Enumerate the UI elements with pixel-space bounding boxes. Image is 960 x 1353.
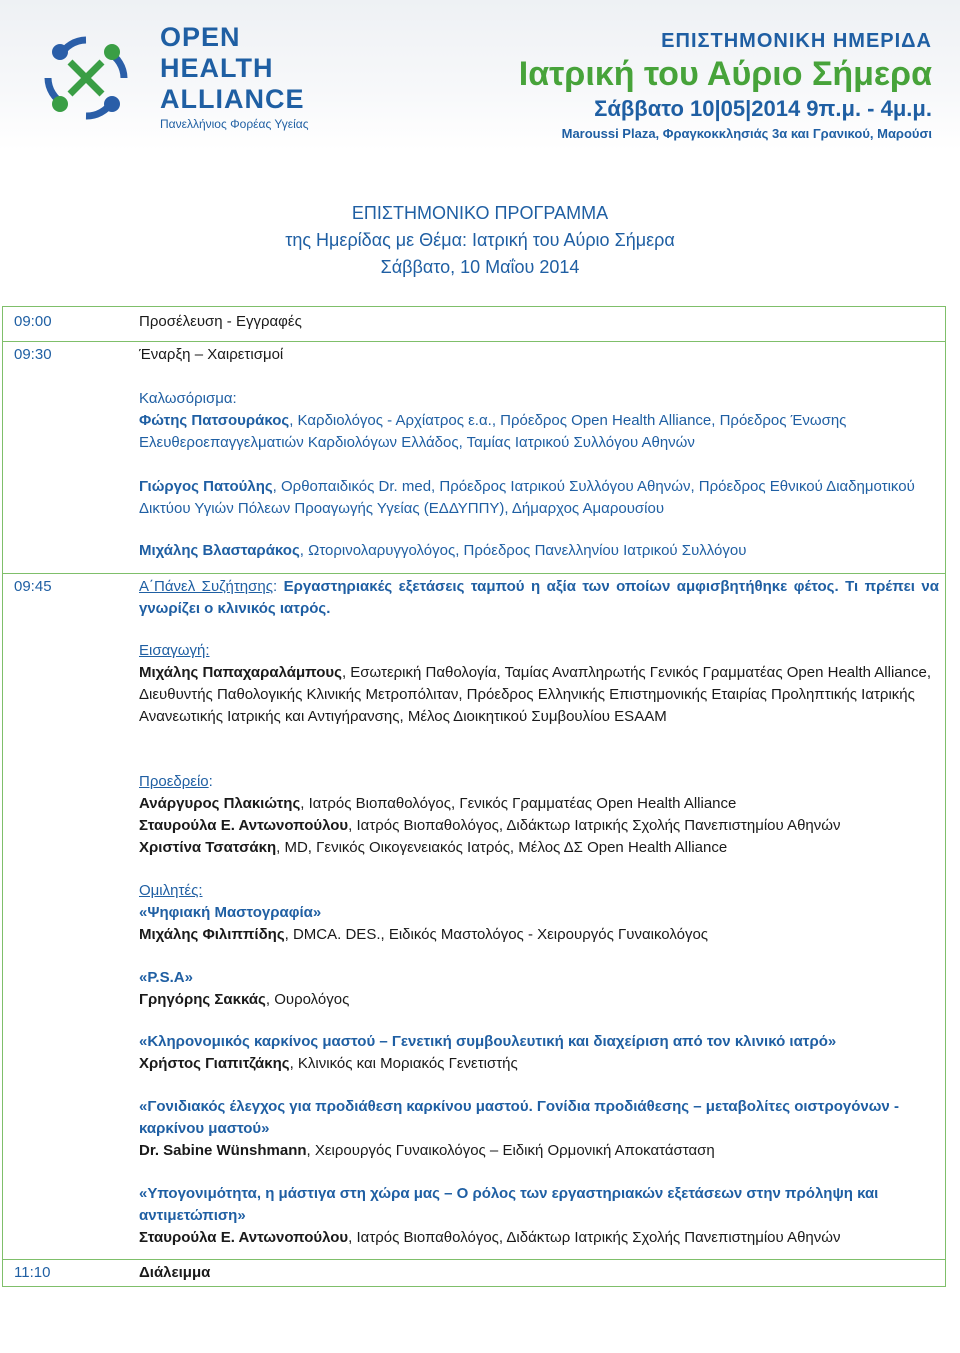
speaker-role: , Ιατρός Βιοπαθολόγος, Διδάκτωρ Ιατρικής Σχολής Πανεπιστημίου Αθηνών (348, 1229, 841, 1246)
row-divider (2, 573, 946, 574)
welcome-speaker-3 (139, 540, 939, 562)
title-line-1: ΕΠΙΣΤΗΜΟΝΙΚΟ ΠΡΟΓΡΑΜΜΑ (351, 203, 609, 223)
speaker-name: Μιχάλης Βλασταράκος (139, 542, 300, 559)
schedule-item-opening: Έναρξη – Χαιρετισμοί (139, 346, 284, 363)
chair-member-1 (139, 793, 939, 815)
intro-label: Εισαγωγή: (139, 642, 210, 659)
speaker-name: Γρηγόρης Σακκάς (139, 991, 266, 1008)
talk-speaker-5 (139, 1227, 939, 1249)
speaker-role: , Ιατρός Βιοπαθολόγος, Γενικός Γραμματέας Open Health Alliance (300, 795, 737, 812)
time-0945: 09:45 (14, 578, 52, 595)
panel-colon: : (272, 578, 284, 595)
schedule-item-break: Διάλειμμα (139, 1264, 211, 1281)
program-title (0, 200, 960, 281)
chair-heading (139, 771, 939, 793)
event-venue: Maroussi Plaza, Φραγκοκκλησιάς 3α και Γρανικού, Μαρούσι (561, 126, 932, 141)
time-0900: 09:00 (14, 313, 52, 330)
time-1110: 11:10 (14, 1264, 51, 1281)
speaker-role: , Εσωτερική Παθολογία, Ταμίας Αναπληρωτής Γενικός Γραμματέας Open Health Alliance, Διευθυντής Παθολογικής Κλινικής Μετροπόλιταν, Πρόεδρος Ελληνικής Επιστημονικής Εταιρίας Προληπτικής Ιατρικής Ανανεωτικής Ιατρικής και Αντιγήρανσης, Μέλος Διοικητικού Συμβουλίου ESAAM (139, 664, 932, 725)
talk-speaker-2 (139, 989, 939, 1011)
speaker-role: , Ουρολόγος (265, 991, 350, 1008)
chair-member-2 (139, 815, 939, 837)
talk-title-2: «P.S.A» (139, 969, 193, 986)
talk-speaker-3 (139, 1053, 939, 1075)
speaker-name: Μιχάλης Παπαχαραλάμπους (139, 664, 342, 681)
welcome-speaker-2 (139, 476, 939, 520)
time-0930: 09:30 (14, 346, 52, 363)
org-line-3: ALLIANCE (160, 84, 305, 114)
panel-title: Εργαστηριακές εξετάσεις ταμπού η αξία των οποίων αμφισβητήθηκε φέτος. Τι πρέπει να γνωρίζει ο κλινικός ιατρός. (139, 578, 940, 617)
event-title: Ιατρική του Αύριο Σήμερα (518, 55, 932, 93)
open-health-alliance-logo-icon (30, 22, 142, 134)
speaker-role: , DMCA. DES., Ειδικός Μαστολόγος - Χειρουργός Γυναικολόγος (284, 926, 709, 943)
speaker-role: , MD, Γενικός Οικογενειακός Ιατρός, Μέλος ΔΣ Open Health Alliance (276, 839, 728, 856)
speaker-name: Χριστίνα Τσατσάκη (139, 839, 277, 856)
org-line-1: OPEN (160, 22, 241, 52)
speaker-role: , Ιατρός Βιοπαθολόγος, Διδάκτωρ Ιατρικής Σχολής Πανεπιστημίου Αθηνών (348, 817, 841, 834)
org-name (160, 22, 309, 131)
org-subtitle: Πανελλήνιος Φορέας Υγείας (160, 117, 309, 131)
talk-title-4: «Γονιδιακός έλεγχος για προδιάθεση καρκίνου μαστού. Γονίδια προδιάθεσης – μεταβολίτες οιστρογόνων - καρκίνου μαστού» (139, 1098, 899, 1137)
schedule-item-registration: Προσέλευση - Εγγραφές (139, 313, 302, 330)
org-line-2: HEALTH (160, 53, 274, 83)
chair-label: Προεδρείο (139, 773, 209, 790)
event-label: ΕΠΙΣΤΗΜΟΝΙΚΗ ΗΜΕΡΙΔΑ (661, 30, 932, 52)
speaker-role: , Ωτορινολαρυγγολόγος, Πρόεδρος Πανελληνίου Ιατρικού Συλλόγου (299, 542, 747, 559)
speaker-name: Χρήστος Γιαπιτζάκης (139, 1055, 290, 1072)
talk-title-5: «Υπογονιμότητα, η μάστιγα στη χώρα μας – Ο ρόλος των εργαστηριακών εξετάσεων στην πρόληψη και αντιμετώπιση» (139, 1185, 879, 1224)
welcome-speaker-1 (139, 410, 939, 454)
speaker-name: Γιώργος Πατούλης (139, 478, 273, 495)
event-date: Σάββατο 10|05|2014 9π.μ. - 4μ.μ. (594, 96, 932, 121)
speakers-label: Ομιλητές: (139, 882, 203, 899)
speaker-name: Ανάργυρος Πλακιώτης (139, 795, 301, 812)
speaker-role: , Καρδιολόγος - Αρχίατρος ε.α., Πρόεδρος Open Health Alliance, Πρόεδρος Ένωσης Ελευθεροεπαγγελματιών Καρδιολόγων Ελλάδος, Ταμίας Ιατρικού Συλλόγου Αθηνών (139, 412, 847, 451)
speaker-name: Σταυρούλα Ε. Αντωνοπούλου (139, 817, 349, 834)
speaker-name: Μιχάλης Φιλιππίδης (139, 926, 285, 943)
title-line-3: Σάββατο, 10 Μαΐου 2014 (380, 257, 580, 277)
chair-member-3 (139, 837, 939, 859)
speaker-role: , Ορθοπαιδικός Dr. med, Πρόεδρος Ιατρικού Συλλόγου Αθηνών, Πρόεδρος Εθνικού Διαδημοτικού Δικτύου Υγιών Πόλεων Προαγωγής Υγείας (ΕΔΔΥΠΠΥ), Δήμαρχος Αμαρουσίου (139, 478, 915, 517)
intro-speaker (139, 662, 939, 728)
welcome-label: Καλωσόρισμα: (139, 390, 237, 407)
speaker-role: , Κλινικός και Μοριακός Γενετιστής (289, 1055, 518, 1072)
header-banner (0, 0, 960, 150)
title-line-2: της Ημερίδας με Θέμα: Ιατρική του Αύριο Σήμερα (285, 230, 675, 250)
talk-title-1: «Ψηφιακή Μαστογραφία» (139, 904, 322, 921)
row-divider (2, 341, 946, 342)
panel-label: Α΄Πάνελ Συζήτησης (139, 578, 273, 595)
panel-heading (139, 576, 939, 620)
speaker-name: Dr. Sabine Wünshmann (139, 1142, 307, 1159)
talk-speaker-1 (139, 924, 939, 946)
speaker-name: Σταυρούλα Ε. Αντωνοπούλου (139, 1229, 349, 1246)
event-info (452, 30, 932, 141)
talk-title-3: «Κληρονομικός καρκίνος μαστού – Γενετική συμβουλευτική και διαχείριση από τον κλινικό ιατρό» (139, 1033, 837, 1050)
talk-speaker-4 (139, 1140, 939, 1162)
chair-colon: : (208, 773, 213, 790)
row-divider (2, 1259, 946, 1260)
speaker-role: , Χειρουργός Γυναικολόγος – Ειδική Ορμονική Αποκατάσταση (306, 1142, 715, 1159)
speaker-name: Φώτης Πατσουράκος (139, 412, 290, 429)
